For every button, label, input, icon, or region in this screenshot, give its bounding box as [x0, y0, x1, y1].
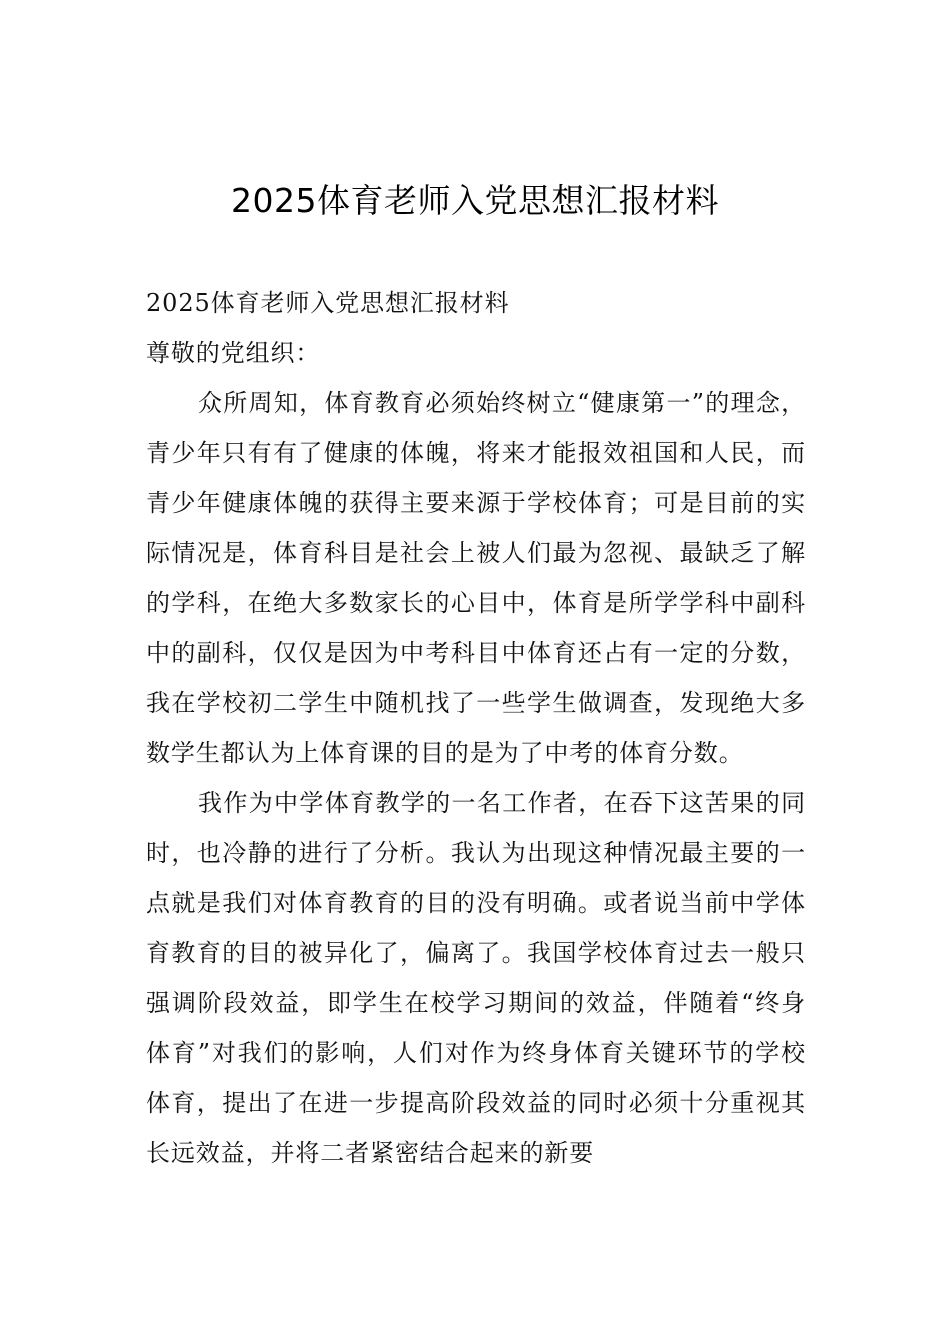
paragraph-2: 我作为中学体育教学的一名工作者，在吞下这苦果的同时，也冷静的进行了分析。我认为出现这种情况最主要的一点就是我们对体育教育的目的没有明确。或者说当前中学体育教育的目的被异化了，偏离了。我国学校体育过去一般只强调阶段效益，即学生在校学习期间的效益，伴随着“终身体育”对我们的影响，人们对作为终身体育关键环节的学校体育，提出了在进一步提高阶段效益的同时必须十分重视其长远效益，并将二者紧密结合起来的新要 [146, 789, 806, 1167]
document-subtitle: 2025体育老师入党思想汇报材料 [146, 289, 510, 317]
document-body [146, 278, 806, 1178]
document-title: 2025体育老师入党思想汇报材料 [231, 181, 719, 220]
paragraph-1: 众所周知，体育教育必须始终树立“健康第一”的理念，青少年只有有了健康的体魄，将来才能报效祖国和人民，而青少年健康体魄的获得主要来源于学校体育；可是目前的实际情况是，体育科目是社会上被人们最为忽视、最缺乏了解的学科，在绝大多数家长的心目中，体育是所学学科中副科中的副科，仅仅是因为中考科目中体育还占有一定的分数，我在学校初二学生中随机找了一些学生做调查，发现绝大多数学生都认为上体育课的目的是为了中考的体育分数。 [146, 389, 806, 767]
salutation: 尊敬的党组织： [146, 339, 321, 367]
